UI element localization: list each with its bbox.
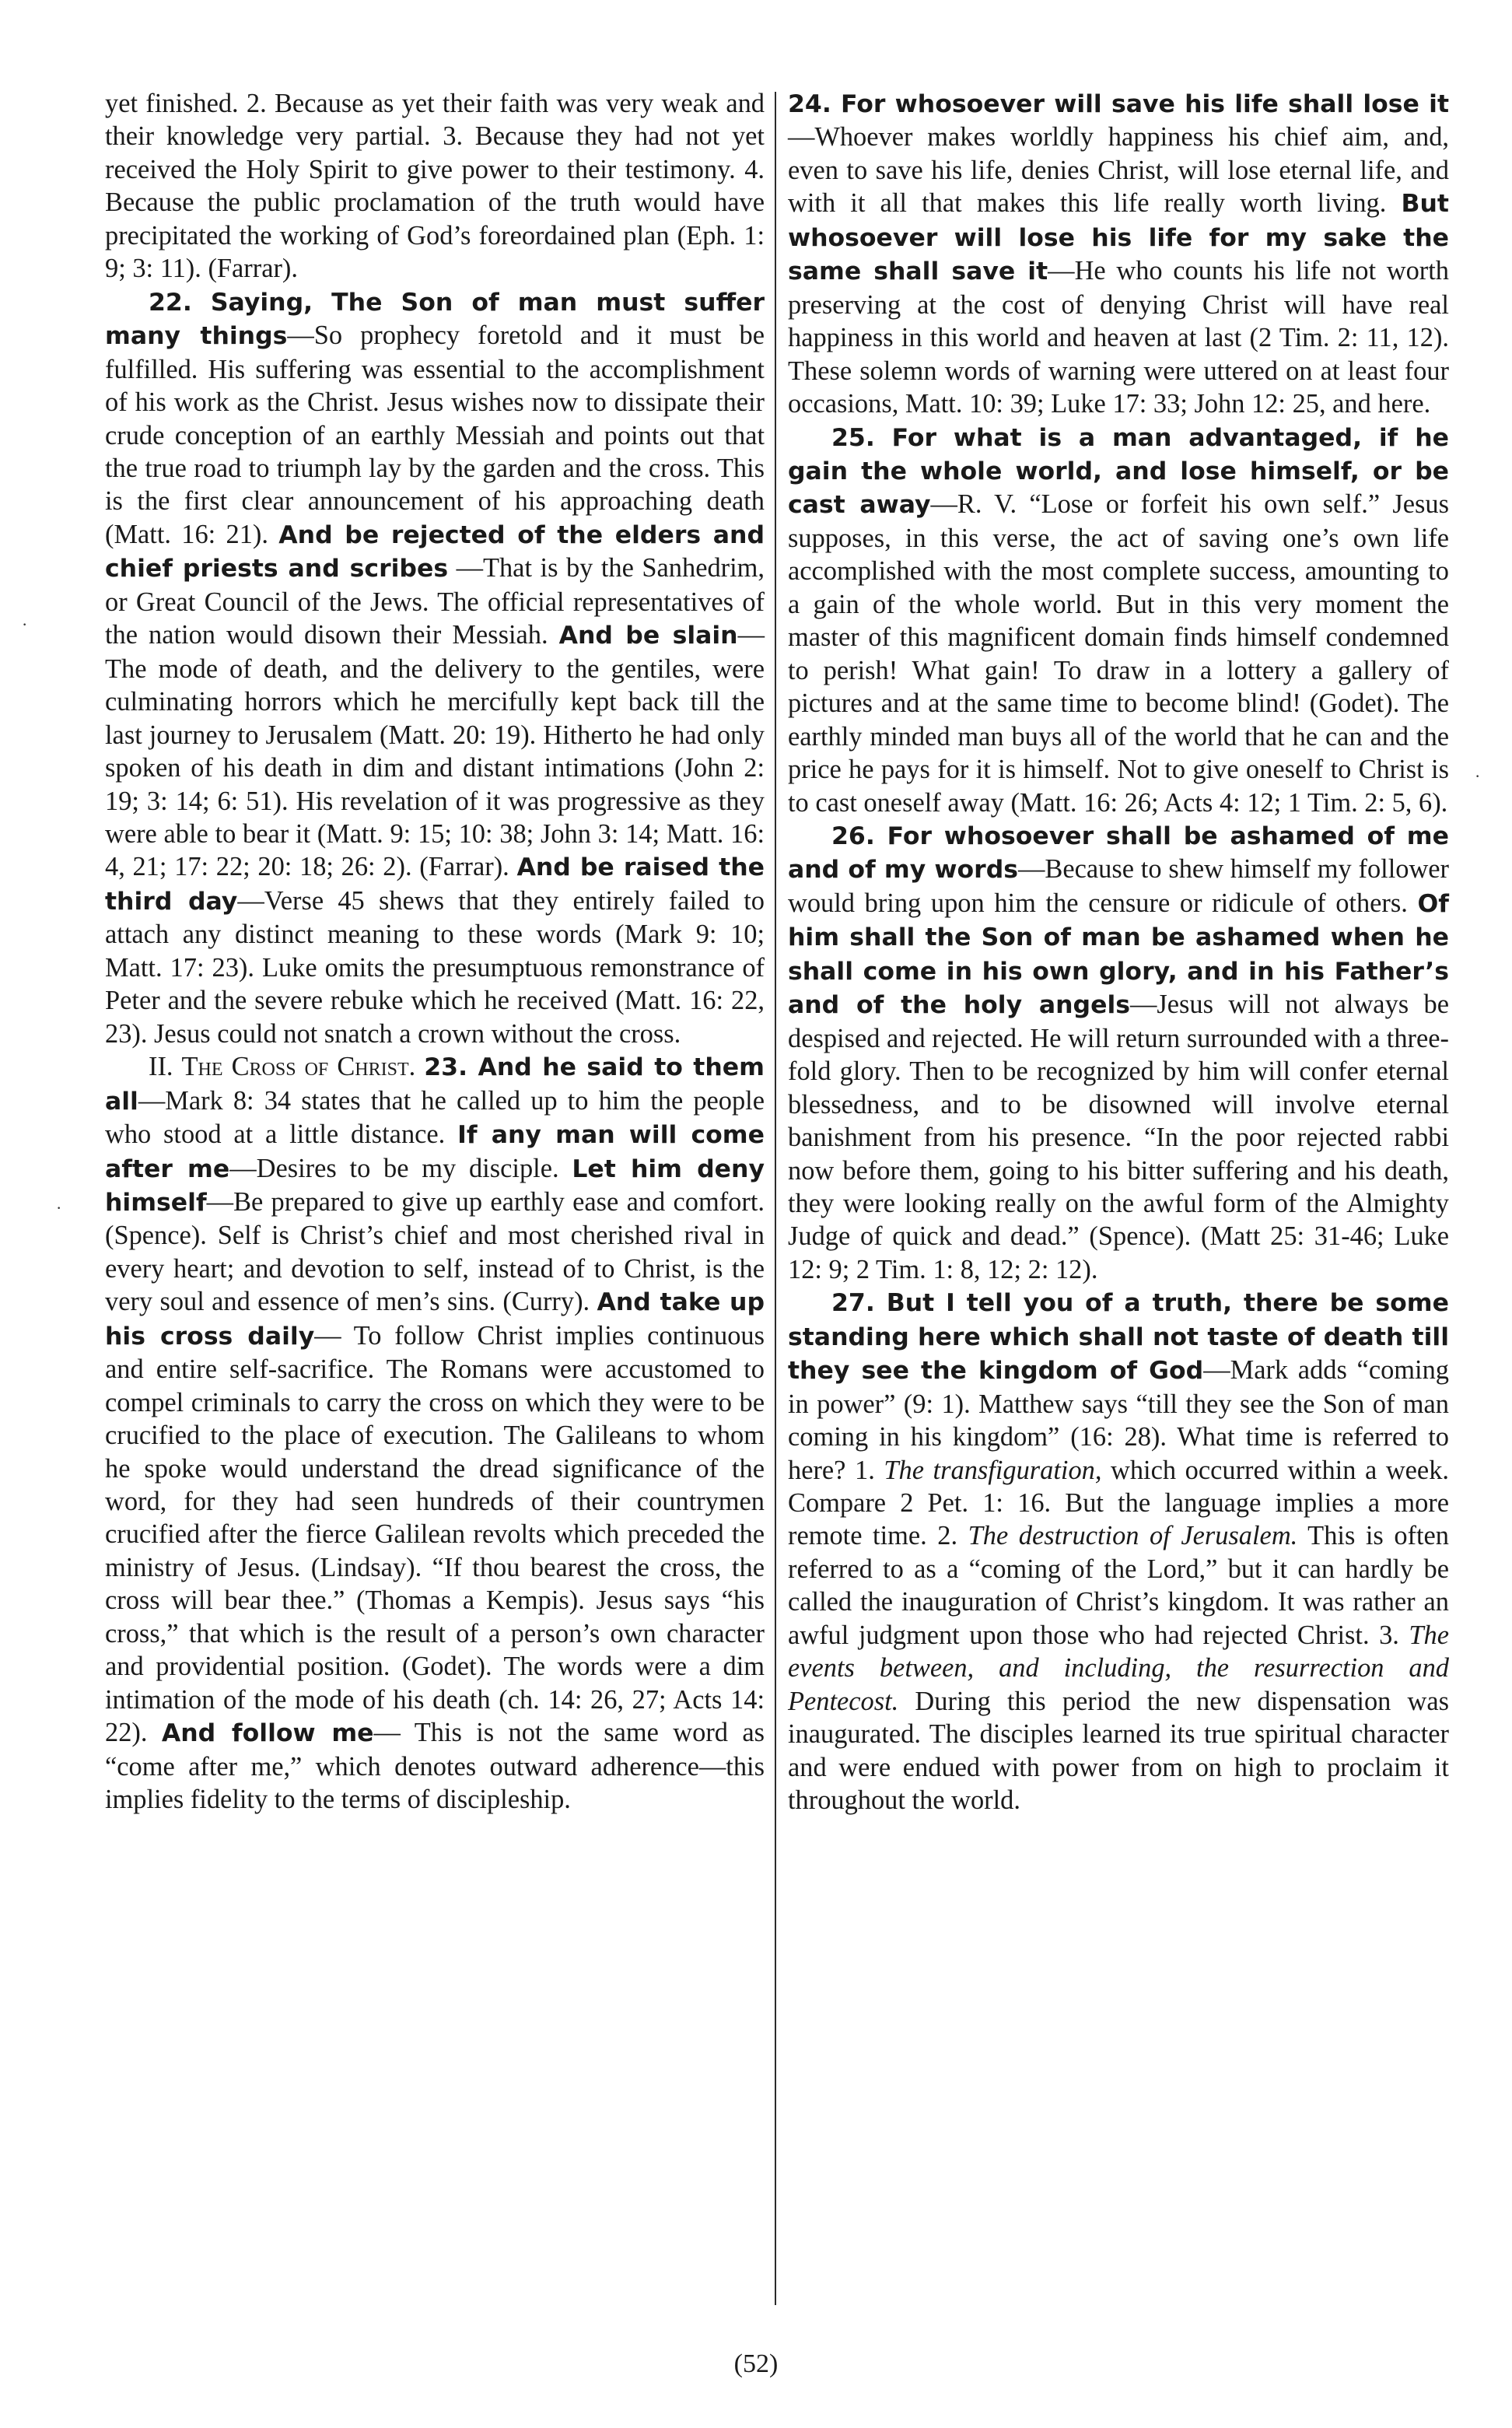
margin-speck: · — [22, 615, 28, 634]
text-run: yet finished. 2. Because as yet their faith was very weak and their knowledge very partial. 3. Because they had not yet received the Holy Spirit to give power to their testimony. 4. Because the public proclamation of the truth would have precipitated the working of God’s foreordained plan (Eph. 1: 9; 3: 11). (Farrar). — [105, 89, 765, 284]
text-run: During this period the new dispensation was inaugurated. The disciples learned its true spiritual character and were endued with power from on high to proclaim it throughout the world. — [788, 1686, 1449, 1816]
verse-number: 24. — [788, 90, 842, 118]
verse-heading: Saying, The Son of man must suffer many things — [105, 288, 765, 351]
text-run: The Cross of Christ. — [181, 1052, 416, 1082]
verse-heading: And take up his cross daily — [105, 1288, 765, 1351]
text-run: —So prophecy foretold and it must be fulfilled. His suffering was essential to the accomplishment of his work as the Christ. Jesus wishes now to dissipate their crude conception of an earthly Messiah and points out that the true road to triumph lay by the garden and the cross. This is the first clear announcement of his approaching death (Matt. 16: 21). — [105, 321, 765, 549]
text-run: —Mark adds “coming in power” (9: 1). Matthew says “till they see the Son of man coming in his kingdom” (16: 28). What time is referred to here? 1. — [788, 1355, 1449, 1485]
text-run: —Jesus will not always be despised and rejected. He will return surrounded with a three-fold glory. Then to be recognized by him will confer eternal blessedness, and to be disowned will involve eternal banishment from his presence. “In the poor rejected rabbi now before them, going to his bitter suffering and his death, they were looking really on the awful form of the Almighty Judge of quick and dead.” (Spence). (Matt 25: 31-46; Luke 12: 9; 2 Tim. 1: 8, 12; 2: 12). — [788, 990, 1449, 1284]
verse-heading: Let him deny himself — [105, 1154, 765, 1217]
text-run: —The mode of death, and the delivery to the gentiles, were culminating horrors which he mercifully kept back till the last journey to Jerusalem (Matt. 20: 19). Hitherto he had only spoken of his death in dim and distant intimations (John 2: 19; 3: 14; 6: 51). His revelation of it was progressive as they were able to bear it (Matt. 9: 15; 10: 38; John 3: 14; Matt. 16: 4, 21; 17: 22; 20: 18; 26: 2). (Farrar). — [105, 620, 765, 882]
text-run: —That is by the Sanhedrim, or Great Council of the Jews. The official representatives of the nation would disown their Messiah. — [105, 553, 765, 650]
paragraph-p4 — [788, 87, 1449, 421]
verse-heading: And be slain — [558, 622, 738, 650]
text-run: —Mark 8: 34 states that he called up to him the people who stood at a little distance. — [105, 1085, 765, 1150]
page-number: (52) — [733, 2349, 779, 2378]
paragraph-p3 — [105, 1050, 765, 1816]
verse-heading: But I tell you of a truth, there be some standing here which shall not taste of death till they see the kingdom of God — [788, 1289, 1449, 1386]
verse-number: 27. — [831, 1289, 887, 1318]
verse-number: 22. — [149, 288, 211, 317]
text-run: II. — [149, 1052, 182, 1082]
verse-heading: For whosoever will save his life shall lose it — [841, 90, 1449, 118]
verse-heading: And he said to them all — [105, 1053, 765, 1116]
verse-heading: And be rejected of the elders and chief priests and scribes — [105, 520, 765, 583]
verse-heading: But whosoever will lose his life for my sake the same shall save it — [788, 190, 1449, 286]
column-divider — [775, 92, 776, 2305]
text-run: The destruction of Jerusalem. — [968, 1521, 1298, 1551]
verse-number: 25. — [831, 423, 892, 452]
text-run: —Because to shew himself my follower would bring upon him the censure or ridicule of others. — [788, 854, 1449, 918]
verse-heading: Of him shall the Son of man be ashamed when he shall come in his own glory, and in his Father’s and of the holy angels — [788, 889, 1449, 1020]
paragraph-p2 — [105, 286, 765, 1050]
text-run — [415, 1052, 424, 1081]
verse-heading: And follow me — [161, 1719, 374, 1748]
text-run: —Desires to be my disciple. — [229, 1153, 572, 1183]
text-run: —Whoever makes worldly happiness his chief aim, and, even to save his life, denies Christ, will lose eternal life, and with it all that makes this life really worth living. — [788, 122, 1449, 219]
text-run: This is often referred to as a “coming of the Lord,” but it can hardly be called the inauguration of Christ’s kingdom. It was rather an awful judgment upon those who had rejected Christ. 3. — [788, 1521, 1450, 1650]
paragraph-p5 — [788, 421, 1449, 819]
verse-heading: And be raised the third day — [105, 853, 765, 916]
margin-speck: · — [56, 1198, 62, 1218]
left-column — [105, 87, 765, 1817]
verse-number: 26. — [831, 822, 887, 850]
text-run: —He who counts his life not worth preserving at the cost of denying Christ will have real happiness in this world and heaven at last (2 Tim. 2: 11, 12). These solemn words of warning were uttered on at least four occasions, Matt. 10: 39; Luke 17: 33; John 12: 25, and here. — [788, 256, 1449, 419]
text-run: —R. V. “Lose or forfeit his own self.” Jesus supposes, in this verse, the act of saving one’s own life accomplished with the most complete success, amounting to a gain of the whole world. But in this very moment the master of this magnificent domain finds himself condemned to perish! What gain! To draw in a lottery a gallery of pictures and at the same time to become blind! (Godet). The earthly minded man buys all of the world that he can and the price he pays for it is himself. Not to give oneself to Christ is to cast oneself away (Matt. 16: 26; Acts 4: 12; 1 Tim. 2: 5, 6). — [788, 489, 1449, 818]
text-run: — This is not the same word as “come after me,” which denotes outward adherence—this implies fidelity to the terms of discipleship. — [105, 1718, 765, 1815]
margin-speck: · — [1475, 766, 1481, 786]
text-run: — To follow Christ implies continuous and entire self-sacrifice. The Romans were accustomed to compel criminals to carry the cross on which they were to be crucified to the place of execution. The Galileans to whom he spoke would understand the dread significance of the word, for they had seen hundreds of their countrymen crucified after the fierce Galilean revolts which preceded the ministry of Jesus. (Lindsay). “If thou bearest the cross, the cross will bear thee.” (Thomas a Kempis). Jesus says “his cross,” that which is the result of a person’s own character and providential position. (Godet). The words were a dim intimation of the mode of his death (ch. 14: 26, 27; Acts 14: 22). — [105, 1320, 765, 1748]
verse-heading: If any man will come after me — [105, 1121, 765, 1183]
paragraph-p6 — [788, 819, 1449, 1286]
verse-heading: For what is a man advantaged, if he gain the whole world, and lose himself, or be cast away — [788, 423, 1449, 520]
verse-number: 23. — [424, 1053, 478, 1082]
text-run: The events between, and including, the resurrection and Pentecost. — [788, 1620, 1449, 1716]
text-run: The transfiguration, — [884, 1455, 1102, 1485]
verse-heading: For whosoever shall be ashamed of me and of my words — [788, 822, 1449, 885]
paragraph-p1 — [105, 87, 765, 286]
text-run: —Verse 45 shews that they entirely failed to attach any distinct meaning to these words (Mark 9: 10; Matt. 17: 23). Luke omits the presumptuous remonstrance of Peter and the severe rebuke which he received (Matt. 16: 22, 23). Jesus could not snatch a crown without the cross. — [105, 885, 765, 1049]
right-column — [788, 87, 1449, 1817]
text-run: —Be prepared to give up earthly ease and comfort. (Spence). Self is Christ’s chief and most cherished rival in every heart; and devotion to self, instead of to Christ, is the very soul and essence of men’s sins. (Curry). — [105, 1186, 765, 1317]
text-run: which occurred within a week. Compare 2 Pet. 1: 16. But the language implies a more remote time. 2. — [788, 1455, 1449, 1551]
paragraph-p7 — [788, 1286, 1449, 1817]
